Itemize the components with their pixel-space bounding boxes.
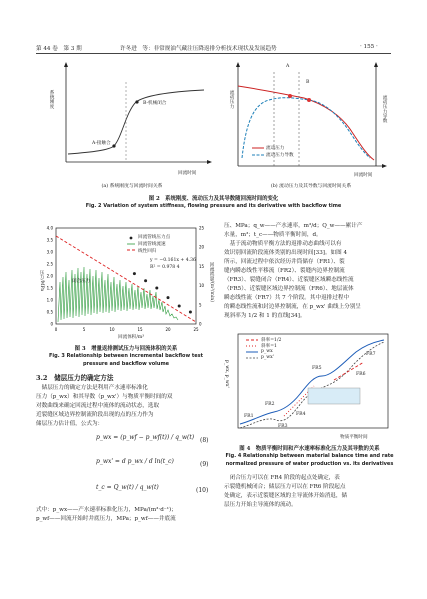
- eq9-lhs: p_wx' =: [96, 458, 120, 465]
- fig3-ytick-left: 3.5: [46, 237, 53, 243]
- paragraph-line: 基于流动物质平衡方法的返排动态曲线可以有: [224, 241, 342, 247]
- fig2b-chart: [224, 62, 396, 182]
- fig2b-point-b: [307, 98, 311, 102]
- fig3-pressure-point: [133, 272, 136, 275]
- fig2a-point-a: [112, 144, 115, 147]
- fig2b-legend-1: 流动压力: [266, 146, 285, 151]
- fig4-caption-cn: 图 4 物质平衡时间和产水速率标准化压力及其导数的关系: [239, 446, 380, 452]
- fig2a-label-b: B-机械闭合: [143, 101, 167, 106]
- paragraph-line: 处确定，表示近裂缝区域的主导流体开始消退，储: [224, 493, 348, 499]
- fig4-label-fr7: FR7: [366, 352, 376, 357]
- fig2a-label-a: A-接触合: [92, 141, 111, 146]
- eq8-rhs: (p_wf − p_wf(t)) / q_w(t): [120, 434, 195, 441]
- fig3-legend-2: 回流管线流速: [138, 242, 166, 247]
- fig2a-chart: [44, 62, 214, 182]
- fig4-label-fr1: FR1: [244, 414, 254, 419]
- fig3-ytick-left: 1.0: [46, 297, 53, 303]
- fig3-legend-1: 回流管线压力点: [138, 235, 171, 240]
- eq8-lhs: p_wx =: [96, 434, 119, 441]
- paragraph-line: 缝内瞬态线性平移流（FR2）、裂缝内边界控制流: [224, 268, 345, 274]
- fig3-pressure-point: [144, 279, 147, 282]
- fig2b-label-a: A: [286, 64, 290, 69]
- paragraph-line: 瞬态线性流（FR7）共 7 个阶段。其中返排过程中: [224, 295, 350, 301]
- paragraph-line: 储层压力估计值，公式为：: [36, 421, 104, 427]
- fig3-ytick-right: 0: [199, 321, 202, 327]
- fig3-legend-marker-1: [130, 237, 133, 240]
- paragraph-line: 的瞬态线性流和封边界控制流，在 p_wx' 曲线上分别呈: [224, 304, 361, 310]
- fig3-ytick-left: 2.5: [46, 261, 53, 267]
- fig3-ytick-left: 2.0: [46, 273, 53, 279]
- fig3-ylabel-right: 回流流量/(m³/min): [209, 262, 214, 303]
- fig3-ytick-right: 25: [199, 225, 205, 231]
- paragraph-line: p_wf——回流开始时井底压力，MPa；p_wf——井底流: [36, 516, 176, 522]
- fig2b-y2-arrow: [374, 62, 378, 67]
- fig2a-x-arrow: [207, 160, 212, 164]
- fig3-xtick: 5: [82, 327, 86, 332]
- fig3-ytick-left: 1.5: [46, 285, 53, 291]
- fig2b-ylabel-left: 流动压力: [229, 90, 234, 109]
- paragraph-line: 储层压力的确定方法是利用产水速率标准化: [36, 385, 148, 391]
- paragraph-line: 现斜率为 1/2 和 1 的直线[34]。: [224, 313, 306, 319]
- paragraph-line: 式中：p_wx——产水速率标准化压力，MPa/(m³·d⁻¹)；: [36, 507, 177, 513]
- fig3-xtick: 15: [137, 327, 143, 332]
- fig3-caption-en-2: pressure and backflow volume: [82, 361, 170, 367]
- fig2a-stiffness-curve: [68, 90, 204, 154]
- eq10-rhs: Q_w(t) / q_w(t): [113, 484, 159, 491]
- fig2b-caption: (b) 流动压力及其导数与回流时间关系: [270, 184, 352, 189]
- fig4-slope-half-line: [334, 362, 364, 380]
- fig4-caption-en-2: normalized pressure of water production vs. its derivatives: [225, 461, 394, 467]
- fig2b-label-b: B: [306, 80, 310, 85]
- fig4-legend-4: p_wx': [261, 355, 275, 360]
- fig3-frame: [56, 228, 196, 324]
- journal-volume: 第 44 卷 第 3 期: [36, 46, 82, 52]
- left-column-text-after: [36, 506, 214, 524]
- fig2b-y-arrow: [236, 62, 240, 67]
- right-column-text-bottom: [224, 474, 394, 510]
- fig3-equation: y = −0.161x + 4.36: [150, 258, 196, 263]
- paragraph-line: 层压力开始主导流体的流动。: [224, 502, 297, 508]
- fig4-label-fr5: FR5: [312, 366, 322, 371]
- fig3-ytick-right: 10: [199, 283, 205, 289]
- fig2a-caption: (a) 系统刚度与回流时间关系: [101, 184, 163, 189]
- fig3-pressure-point: [178, 305, 181, 308]
- running-title: 许冬进 等：非常规油气藏注压降返排分析技术现状及发展趋势: [120, 46, 277, 52]
- paragraph-line: （FR5）、近裂缝区域边界控制流（FR6）、地层流体: [224, 286, 354, 292]
- fig4-legend-2: 斜率=1: [261, 344, 277, 349]
- fig4-label-fr4: FR4: [296, 412, 306, 417]
- fig4-label-fr3: FR3: [278, 424, 288, 429]
- fig4-label-fr2: FR2: [265, 402, 275, 407]
- fig2b-legend-2: 流动压力导数: [266, 153, 294, 158]
- fig3-ytick-left: 0: [50, 321, 53, 327]
- fig3-pressure-point: [167, 296, 170, 299]
- fig4-label-fr6: FR6: [356, 372, 366, 377]
- fig2a-point-b: [135, 100, 138, 103]
- equation-10: [96, 484, 159, 491]
- fig2a-y-arrow: [64, 62, 68, 67]
- fig2b-ylabel-right: 流动压力导数: [382, 95, 387, 123]
- fig4-chart: [224, 332, 394, 444]
- fig3-legend-3: 线性回归: [138, 249, 157, 254]
- fig2b-point-a: [288, 94, 292, 98]
- paragraph-line: 近裂缝区域边界控制流阶段出现的点的压力作为: [36, 412, 154, 418]
- paragraph-line: 水量，m³；t_c——物质平衡时间，d。: [224, 232, 322, 238]
- fig3-xtick: 20: [165, 327, 171, 332]
- paragraph-line: 示裂缝机械闭合；储层压力可以在 FR6 阶段起点: [224, 484, 346, 490]
- fig3-pressure-point: [189, 311, 192, 314]
- paragraph-line: 压、MPa；q_w——产水速率，m³/d；Q_w——累计产: [224, 223, 363, 229]
- fig2-caption-cn: 图 2 系统刚度、流动压力及其导数随回流时间的变化: [148, 196, 279, 202]
- paragraph-line: 效识别回流阶段流体类别的出现时间[33]。如图 4: [224, 250, 348, 256]
- fig3-xlabel: 回流体积/m³: [118, 335, 145, 340]
- fig4-caption-en-1: Fig. 4 Relationship between material balance time and rate: [225, 453, 394, 459]
- equation-8: [96, 434, 194, 441]
- eq9-rhs: d p_wx / d ln(t_c): [121, 458, 174, 465]
- fig3-ytick-right: 5: [199, 302, 202, 308]
- fig3-xtick: 0: [54, 327, 58, 332]
- paragraph-line: 闭合压力可以在 FR4 阶段的起点处确定，表: [224, 475, 340, 481]
- fig4-xlabel: 物质平衡时间: [340, 435, 368, 440]
- fig4-legend-1: 斜率=1/2: [261, 338, 282, 343]
- equation-9-number: (9): [200, 461, 209, 468]
- fig4-legend-3: p_wx: [261, 349, 273, 354]
- header-rule: [36, 53, 391, 54]
- fig3-ytick-right: 20: [199, 244, 205, 250]
- fig3-flowrate-line: [58, 267, 178, 322]
- fig2b-pressure-curve: [238, 86, 374, 160]
- fig3-ylabel-left: 压力/MPa: [39, 270, 44, 292]
- fig2b-derivative-curve: [242, 98, 370, 158]
- paragraph-line: 压力（p_wx）和其导数（p_wx'）与物质平衡时间的双: [36, 394, 173, 400]
- fig3-ytick-left: 4.0: [46, 225, 53, 231]
- fig2b-xlabel: 回流时间: [354, 173, 373, 178]
- paragraph-line: （FR3）、裂缝闭合（FR4）、近裂缝区域瞬态线性流: [224, 277, 354, 283]
- fig3-r2: R² = 0.978 4: [150, 265, 180, 270]
- fig2a-xlabel: 回流时间: [178, 171, 197, 176]
- fig3-ytick-left: 0.5: [46, 309, 53, 315]
- equation-10-number: (10): [196, 487, 209, 494]
- right-column-text-top: [224, 222, 394, 321]
- fig3-caption-en-1: Fig. 3 Relationship between incremental backflow test: [49, 353, 203, 359]
- fig2a-ylabel: 系统刚度: [49, 90, 54, 109]
- page-number: · 155 ·: [360, 44, 378, 50]
- fig3-pressure-point: [155, 287, 158, 290]
- fig3-xtick: 10: [109, 327, 115, 332]
- equation-8-number: (8): [200, 437, 209, 444]
- fig3-xtick: 25: [193, 327, 199, 332]
- fig3-caption-cn: 图 3 增量返排测试压力与回流体积的关系: [74, 346, 178, 352]
- eq10-lhs: t_c =: [96, 484, 112, 491]
- fig3-ytick-left: 3.0: [46, 249, 53, 255]
- section-title: 3.2 储层压力的确定方法: [36, 374, 114, 382]
- paragraph-line: 所示，回流过程中依次经历井筒储存（FR1）、裂: [224, 259, 345, 265]
- fig4-ylabel: p_wx, p_wx': [224, 360, 229, 388]
- fig3-annotation: 闭合压力: [72, 279, 91, 284]
- paragraph-line: 对数曲线来确定回流过程中流体的流动状态，选取: [36, 403, 160, 409]
- fig2b-x-arrow: [382, 164, 387, 168]
- fig3-ytick-right: 15: [199, 263, 205, 269]
- fig2-caption-en: Fig. 2 Variation of system stiffness, flowing pressure and its derivative with backflow time: [85, 203, 342, 209]
- fig4-inset: [308, 388, 360, 404]
- left-column-text: [36, 384, 212, 429]
- equation-9: [96, 458, 174, 465]
- fig3-chart: [36, 222, 216, 342]
